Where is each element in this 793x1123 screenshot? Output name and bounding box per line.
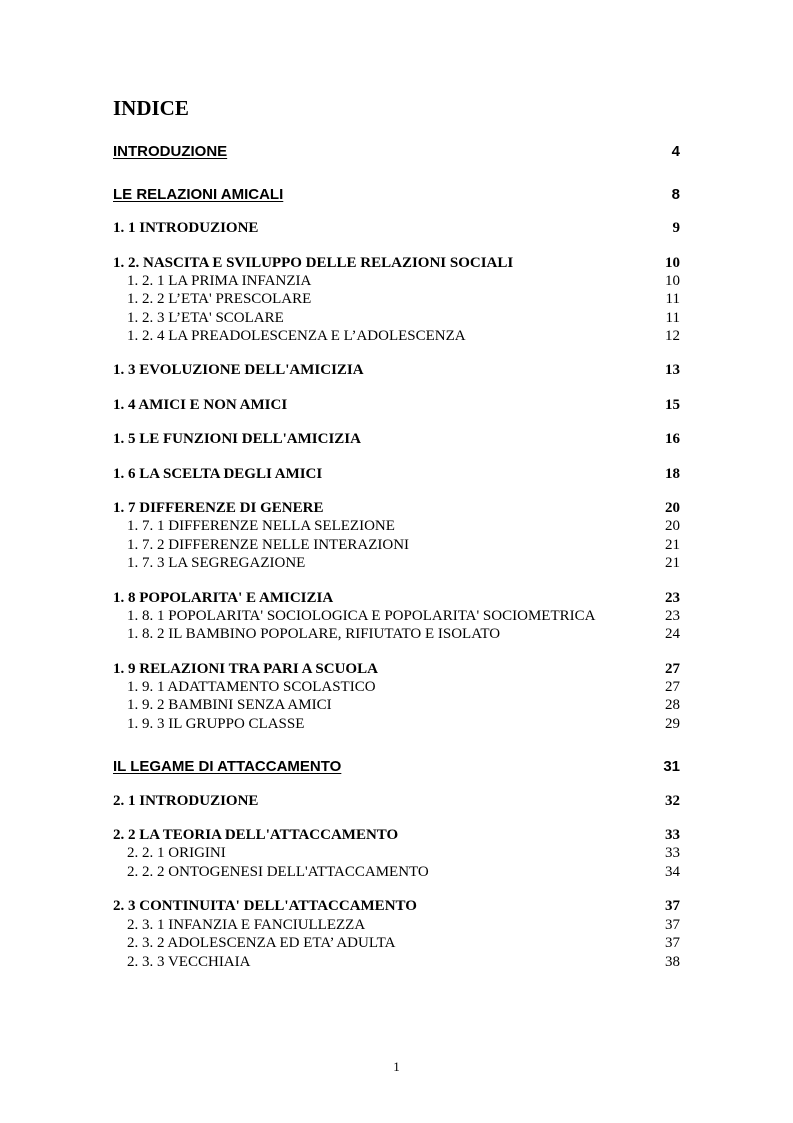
toc-entry-section [113,466,680,484]
toc-entry-label: INTRODUZIONE [113,143,228,160]
toc-entry-label: 2. 2. 2 ONTOGENESI DELL'ATTACCAMENTO [127,864,429,880]
toc-entry-label: 1. 9 RELAZIONI TRA PARI A SCUOLA [113,661,378,677]
toc-entry-label: 1. 9. 1 ADATTAMENTO SCOLASTICO [127,679,376,695]
toc-entry-page: 20 [665,500,680,516]
toc-entry-page: 32 [665,793,680,809]
toc-entry-section [113,362,680,380]
toc-entry-label: 1. 2. 4 LA PREADOLESCENZA E L’ADOLESCENZA [127,328,466,344]
toc-entry-label: 1. 3 EVOLUZIONE DELL'AMICIZIA [113,362,364,378]
toc-entry-page: 37 [665,898,680,914]
toc-entry-section [113,397,680,415]
toc-entry-section [113,500,680,518]
toc-entry-section [113,255,680,273]
toc-entry-label: 1. 4 AMICI E NON AMICI [113,397,288,413]
toc-entry-page: 27 [665,679,680,695]
toc-entry-page: 23 [665,608,680,624]
toc-entry-label: 1. 2. NASCITA E SVILUPPO DELLE RELAZIONI SOCIALI [113,255,514,271]
toc-entry-page: 23 [665,590,680,606]
toc-entry-page: 33 [665,845,680,861]
toc-entry-label: 2. 2. 1 ORIGINI [127,845,226,861]
toc-entry-label: 2. 2 LA TEORIA DELL'ATTACCAMENTO [113,827,399,843]
toc-entry-page: 11 [665,291,680,307]
toc-entry-label: 1. 1 INTRODUZIONE [113,220,259,236]
toc-entry-label: 1. 2. 2 L’ETA' PRESCOLARE [127,291,312,307]
toc-entry-page: 27 [665,661,680,677]
toc-entry-sub [113,679,680,697]
toc-entry-chapter[interactable] [113,758,680,778]
toc-entry-sub [113,697,680,715]
toc-entry-label: 1. 9. 2 BAMBINI SENZA AMICI [127,697,332,713]
toc-entry-sub [113,626,680,644]
toc-entry-section [113,590,680,608]
toc-entry-page: 16 [665,431,680,447]
toc-entry-page: 10 [665,273,680,289]
toc-entry-page: 20 [665,518,680,534]
toc-entry-label: 1. 8. 1 POPOLARITA' SOCIOLOGICA E POPOLARITA' SOCIOMETRICA [127,608,596,624]
toc-entry-sub [113,328,680,346]
toc-entry-page: 10 [665,255,680,271]
toc-entry-sub [113,291,680,309]
toc-entry-label: 2. 3 CONTINUITA' DELL'ATTACCAMENTO [113,898,417,914]
toc-entry-page: 37 [665,935,680,951]
toc-entry-section [113,661,680,679]
toc-entry-section [113,898,680,916]
toc-entry-sub [113,845,680,863]
toc-entry-label: 1. 7. 1 DIFFERENZE NELLA SELEZIONE [127,518,395,534]
toc-entry-label: 2. 3. 1 INFANZIA E FANCIULLEZZA [127,917,366,933]
toc-entry-chapter[interactable] [113,186,680,206]
toc-entry-chapter[interactable] [113,143,680,163]
toc-entry-page: 18 [665,466,680,482]
toc-entry-label: 1. 5 LE FUNZIONI DELL'AMICIZIA [113,431,361,447]
toc-entry-page: 11 [665,310,680,326]
toc-entry-label: 1. 7. 3 LA SEGREGAZIONE [127,555,306,571]
toc-entry-page: 15 [665,397,680,413]
toc-entry-sub [113,954,680,972]
toc-entry-label: 1. 2. 3 L’ETA' SCOLARE [127,310,284,326]
toc-entry-page: 34 [665,864,680,880]
toc-entry-label: 1. 7 DIFFERENZE DI GENERE [113,500,324,516]
toc-entry-sub [113,537,680,555]
toc-entry-page: 12 [665,328,680,344]
page-title: INDICE [113,96,189,120]
toc-entry-section [113,220,680,238]
toc-entry-section [113,827,680,845]
toc-entry-label: 1. 8 POPOLARITA' E AMICIZIA [113,590,334,606]
toc-entry-sub [113,310,680,328]
toc-entry-label: 1. 2. 1 LA PRIMA INFANZIA [127,273,312,289]
toc-entry-section [113,431,680,449]
toc-entry-sub [113,273,680,291]
toc-entry-sub [113,716,680,734]
toc-entry-page: 13 [665,362,680,378]
toc-entry-page: 37 [665,917,680,933]
toc-entry-sub [113,518,680,536]
toc-entry-label: 1. 8. 2 IL BAMBINO POPOLARE, RIFIUTATO E ISOLATO [127,626,501,642]
toc-entry-section [113,793,680,811]
toc-entry-sub [113,935,680,953]
toc-entry-sub [113,864,680,882]
page-number: 1 [393,1059,400,1074]
toc-entry-page: 24 [665,626,680,642]
toc-entry-sub [113,917,680,935]
toc-entry-page: 29 [665,716,680,732]
toc-entry-label: 1. 7. 2 DIFFERENZE NELLE INTERAZIONI [127,537,410,553]
toc-entry-sub [113,555,680,573]
toc-entry-label: 1. 9. 3 IL GRUPPO CLASSE [127,716,305,732]
toc-entry-label: IL LEGAME DI ATTACCAMENTO [113,758,342,775]
toc-entry-page: 21 [665,555,680,571]
toc-entry-page: 8 [671,186,680,203]
toc-entry-label: 1. 6 LA SCELTA DEGLI AMICI [113,466,323,482]
toc-entry-page: 33 [665,827,680,843]
toc-entry-page: 28 [665,697,680,713]
toc-entry-label: LE RELAZIONI AMICALI [113,186,284,203]
toc-entry-page: 21 [665,537,680,553]
toc-entry-page: 4 [671,143,680,160]
toc-entry-page: 38 [665,954,680,970]
toc-entry-page: 9 [672,220,680,236]
toc-entry-label: 2. 3. 2 ADOLESCENZA ED ETA’ ADULTA [127,935,396,951]
toc-entry-sub [113,608,680,626]
toc-entry-label: 2. 1 INTRODUZIONE [113,793,259,809]
toc-entry-label: 2. 3. 3 VECCHIAIA [127,954,251,970]
toc-entry-page: 31 [663,758,680,775]
